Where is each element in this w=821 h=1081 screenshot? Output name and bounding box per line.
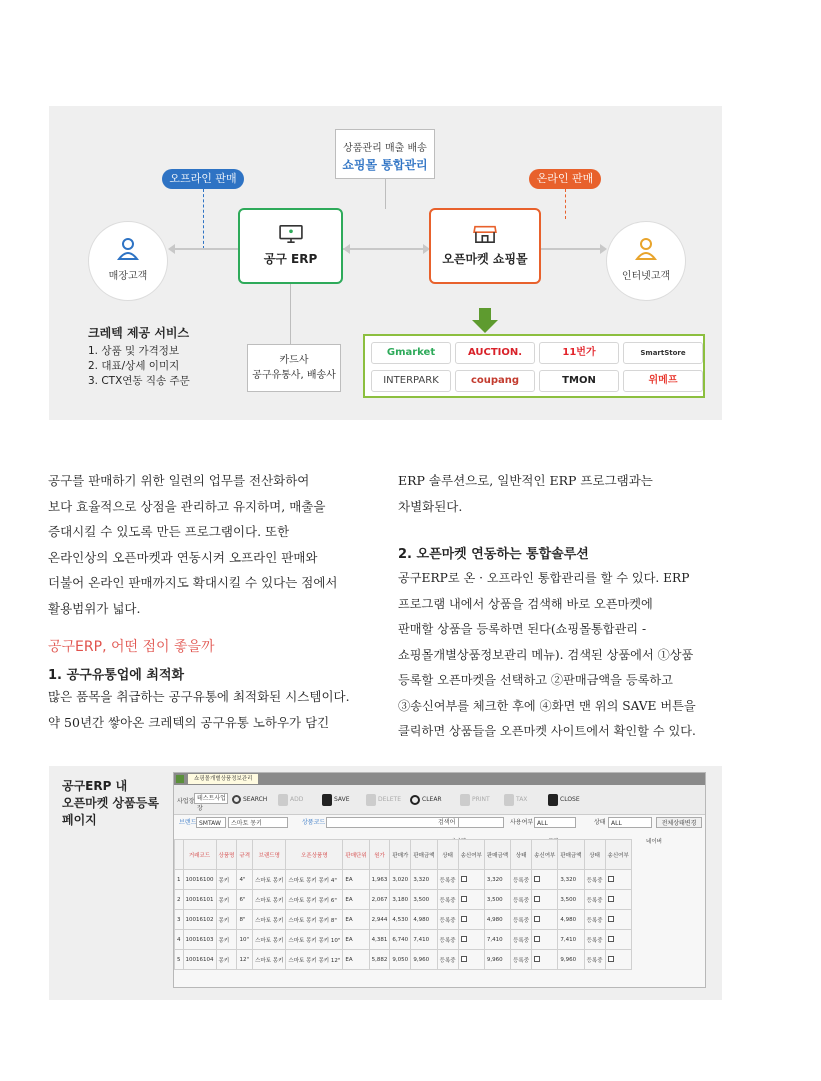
tax-icon: [504, 794, 514, 806]
print-label: PRINT: [472, 796, 490, 803]
send-checkbox[interactable]: [534, 956, 540, 962]
cell-openname: 스마토 몽키 몽키 10": [286, 930, 343, 950]
text-line: 판매할 상품을 등록하면 된다(쇼핑몰통합관리 -: [398, 622, 647, 636]
c-amount[interactable]: 판매금액: [484, 840, 510, 870]
add-label: ADD: [290, 796, 304, 803]
cell-coupang-sent[interactable]: [532, 950, 558, 970]
n-sent[interactable]: 송신여부: [605, 840, 631, 870]
send-checkbox[interactable]: [461, 896, 467, 902]
market-wemakeprice: 위메프: [623, 370, 703, 392]
caption-line: 공구ERP 내: [62, 779, 128, 793]
cell-brand: 스마토 몽키: [253, 930, 286, 950]
cell-openname: 스마토 몽키 몽키 8": [286, 910, 343, 930]
offline-pill: 오프라인 판매: [162, 169, 244, 189]
arrow-right-icon: [600, 244, 607, 254]
cell-naver-sent[interactable]: [605, 910, 631, 930]
section2-paragraph: [398, 566, 696, 745]
market-smartstore: SmartStore: [623, 342, 703, 364]
col-openname[interactable]: 오픈상품명: [286, 840, 343, 870]
delete-icon: [366, 794, 376, 806]
tab-bar: [174, 773, 706, 785]
cell-gmarket-amount: 4,980: [411, 910, 437, 930]
cell-coupang-status: 등록중: [511, 930, 532, 950]
card-box: [247, 344, 341, 392]
cell-coupang-status: 등록중: [511, 910, 532, 930]
top-box: [335, 129, 435, 179]
brand-name-input[interactable]: 스마토 몽키: [228, 817, 288, 828]
cell-naver-amount: 3,320: [558, 870, 584, 890]
section2-heading: 2. 오픈마켓 연동하는 통합솔루션: [398, 547, 589, 562]
send-checkbox[interactable]: [534, 876, 540, 882]
cell-naver-amount: 9,960: [558, 950, 584, 970]
exit-icon: [548, 794, 558, 806]
text-line: 클릭하면 상품들을 오픈마켓 사이트에서 확인할 수 있다.: [398, 724, 696, 738]
text-line: ③송신여부를 체크한 후에 ④화면 맨 위의 SAVE 버튼을: [398, 698, 696, 713]
search-term-label: 검색어: [438, 819, 456, 826]
cell-cost: 5,882: [369, 950, 390, 970]
cell-brand: 스마토 몽키: [253, 890, 286, 910]
cell-openname: 스마토 몽키 몽키 12": [286, 950, 343, 970]
erp-box: [238, 208, 343, 284]
text-line: ERP 솔루션으로, 일반적인 ERP 프로그램과는: [398, 473, 653, 488]
send-checkbox[interactable]: [608, 896, 614, 902]
search-icon: [232, 795, 241, 804]
person-icon: [635, 237, 657, 261]
save-icon: [322, 794, 332, 806]
store-customer-label: 매장고객: [108, 271, 148, 282]
table-row[interactable]: [175, 870, 632, 890]
cell-unit: EA: [343, 930, 369, 950]
print-icon: [460, 794, 470, 806]
market-logos: [363, 334, 705, 398]
erp-window: [173, 772, 706, 988]
cell-coupang-amount: 3,500: [484, 890, 510, 910]
save-button[interactable]: [322, 792, 350, 808]
internet-customer-label: 인터넷고객: [621, 271, 671, 282]
erp-caption: [62, 778, 159, 829]
cell-gmarket-sent[interactable]: [458, 890, 484, 910]
close-button[interactable]: [548, 792, 580, 808]
send-checkbox[interactable]: [534, 916, 540, 922]
cell-naver-amount: 7,410: [558, 930, 584, 950]
text-line: 프로그램 내에서 상품을 검색해 바로 오픈마켓에: [398, 596, 653, 611]
cell-cost: 1,963: [369, 870, 390, 890]
cell-gmarket-status: 등록중: [437, 890, 458, 910]
cell-spec: 4": [237, 870, 253, 890]
text-line: 공구ERP로 온 · 오프라인 통합관리를 할 수 있다. ERP: [398, 571, 690, 585]
col-spec[interactable]: 규격: [237, 840, 253, 870]
col-unit[interactable]: 판매단위: [343, 840, 369, 870]
section1-paragraph: [48, 684, 350, 735]
store-icon: [472, 224, 498, 244]
cell-naver-status: 등록중: [584, 950, 605, 970]
text-line: 온라인상의 오픈마켓과 연동시켜 오프라인 판매와: [48, 549, 318, 565]
top-box-line1: 상품관리 매출 배송: [343, 143, 427, 154]
cell-naver-amount: 4,980: [558, 910, 584, 930]
tab-product-info[interactable]: 쇼핑몰개별상품정보관리: [188, 774, 258, 784]
erp-panel: [49, 766, 722, 1000]
cell-cost: 2,067: [369, 890, 390, 910]
tax-button[interactable]: [504, 792, 527, 808]
cell-spec: 6": [237, 890, 253, 910]
cell-name: 몽키: [216, 910, 237, 930]
cell-coupang-amount: 4,980: [484, 910, 510, 930]
send-checkbox[interactable]: [461, 936, 467, 942]
store-label: 사업장: [177, 798, 195, 805]
send-checkbox[interactable]: [608, 876, 614, 882]
text-line: 등록할 오픈마켓을 선택하고 ②판매금액을 등록하고: [398, 673, 673, 687]
why-heading: 공구ERP, 어떤 점이 좋을까: [48, 639, 215, 655]
cell-openname: 스마토 몽키 몽키 4": [286, 870, 343, 890]
col-brand[interactable]: 브랜드명: [253, 840, 286, 870]
cell-name: 몽키: [216, 950, 237, 970]
openmarket-box: [429, 208, 541, 284]
cell-cost: 2,944: [369, 910, 390, 930]
product-code-label: 상품코드: [302, 819, 326, 826]
cell-code: 10016102: [183, 910, 216, 930]
text-line: 활용범위가 넓다.: [48, 600, 141, 616]
text-line: 보다 효율적으로 상점을 관리하고 유지하며, 매출을: [48, 498, 326, 514]
cell-spec: 12": [237, 950, 253, 970]
table-row[interactable]: [175, 910, 632, 930]
text-line: 많은 품목을 취급하는 공구유통에 최적화된 시스템이다.: [48, 689, 350, 704]
cell-name: 몽키: [216, 890, 237, 910]
cell-coupang-sent[interactable]: [532, 930, 558, 950]
arrow-left-icon: [168, 244, 175, 254]
group-naver: 네이버: [646, 839, 662, 845]
service-diagram: [49, 106, 722, 420]
col-code[interactable]: 거래코드: [183, 840, 216, 870]
n-status[interactable]: 상태: [584, 840, 605, 870]
connector: [173, 248, 238, 250]
down-arrow-icon: [472, 308, 498, 334]
send-checkbox[interactable]: [461, 956, 467, 962]
col-price[interactable]: 판매가: [390, 840, 411, 870]
offline-dash: [203, 189, 204, 249]
cell-naver-sent[interactable]: [605, 870, 631, 890]
cell-unit: EA: [343, 910, 369, 930]
g-status[interactable]: 상태: [437, 840, 458, 870]
g-sent[interactable]: 송신여부: [458, 840, 484, 870]
store-customer: [88, 221, 168, 301]
market-auction: AUCTION.: [455, 342, 535, 364]
cell-coupang-amount: 3,320: [484, 870, 510, 890]
col-name[interactable]: 상품명: [216, 840, 237, 870]
text-line: 더불어 온라인 판매까지도 확대시킬 수 있다는 점에서: [48, 575, 338, 590]
store-select[interactable]: 테스트사업장: [194, 793, 228, 804]
brand-label: 브랜드: [179, 819, 197, 826]
row-number: 5: [175, 950, 184, 970]
openmarket-label: 오픈마켓 쇼핑몰: [442, 252, 528, 266]
cell-cost: 4,381: [369, 930, 390, 950]
search-term-input[interactable]: [458, 817, 504, 828]
cell-price: 3,180: [390, 890, 411, 910]
cell-unit: EA: [343, 870, 369, 890]
cell-spec: 10": [237, 930, 253, 950]
card-line2: 공구유통사, 배송사: [252, 370, 336, 381]
col-no: [175, 840, 184, 870]
top-box-line2: 쇼핑몰 통합관리: [342, 158, 428, 172]
cell-price: 4,530: [390, 910, 411, 930]
send-checkbox[interactable]: [608, 936, 614, 942]
row-number: 2: [175, 890, 184, 910]
erp-label: 공구 ERP: [263, 252, 318, 266]
cell-gmarket-amount: 3,320: [411, 870, 437, 890]
connector: [290, 284, 291, 344]
cell-spec: 8": [237, 910, 253, 930]
table-row[interactable]: [175, 950, 632, 970]
filter-bar: [174, 817, 706, 831]
cell-naver-sent[interactable]: [605, 890, 631, 910]
text-line: 쇼핑몰개별상품정보관리 메뉴). 검색된 상품에서 ①상품: [398, 647, 694, 662]
row-number: 1: [175, 870, 184, 890]
market-11st: 11번가: [539, 342, 619, 364]
cell-gmarket-amount: 3,500: [411, 890, 437, 910]
services-title: 크레텍 제공 서비스: [88, 326, 190, 340]
intro-paragraph: [48, 468, 338, 621]
cell-gmarket-sent[interactable]: [458, 950, 484, 970]
arrow-left-icon: [343, 244, 350, 254]
service-item: 1. 상품 및 가격정보: [88, 345, 180, 357]
cell-price: 6,740: [390, 930, 411, 950]
internet-customer: [606, 221, 686, 301]
row-number: 4: [175, 930, 184, 950]
cell-openname: 스마토 몽키 몽키 6": [286, 890, 343, 910]
send-checkbox[interactable]: [608, 956, 614, 962]
cell-gmarket-status: 등록중: [437, 870, 458, 890]
cell-price: 3,020: [390, 870, 411, 890]
clear-label: CLEAR: [422, 796, 442, 803]
text-line: 약 50년간 쌓아온 크레텍의 공구유통 노하우가 담긴: [48, 714, 330, 730]
cell-code: 10016100: [183, 870, 216, 890]
cell-coupang-sent[interactable]: [532, 910, 558, 930]
status-select[interactable]: ALL: [608, 817, 652, 828]
cell-brand: 스마토 몽키: [253, 950, 286, 970]
print-button[interactable]: [460, 792, 490, 808]
cell-naver-status: 등록중: [584, 910, 605, 930]
add-button[interactable]: [278, 792, 303, 808]
service-item: 3. CTX연동 직송 주문: [88, 375, 190, 387]
use-select[interactable]: ALL: [534, 817, 576, 828]
change-all-button[interactable]: 전체상태변경: [656, 817, 702, 828]
save-label: SAVE: [334, 796, 350, 803]
cell-naver-status: 등록중: [584, 890, 605, 910]
connector: [343, 248, 427, 250]
cell-brand: 스마토 몽키: [253, 910, 286, 930]
send-checkbox[interactable]: [534, 936, 540, 942]
caption-line: 오픈마켓 상품등록: [62, 796, 159, 810]
market-interpark: INTERPARK: [371, 370, 451, 392]
send-checkbox[interactable]: [461, 876, 467, 882]
toolbar: [174, 785, 706, 815]
cell-naver-status: 등록중: [584, 930, 605, 950]
cell-naver-sent[interactable]: [605, 930, 631, 950]
cell-naver-amount: 3,500: [558, 890, 584, 910]
connector: [541, 248, 601, 250]
services-list: [88, 326, 190, 389]
cell-gmarket-status: 등록중: [437, 930, 458, 950]
caption-line: 페이지: [62, 813, 97, 827]
person-icon: [117, 237, 139, 261]
col-cost[interactable]: 원가: [369, 840, 390, 870]
clear-button[interactable]: [410, 792, 442, 808]
cell-gmarket-amount: 7,410: [411, 930, 437, 950]
refresh-icon: [410, 795, 420, 805]
cell-unit: EA: [343, 950, 369, 970]
brand-code-input[interactable]: SMTAW: [196, 817, 226, 828]
tax-label: TAX: [516, 796, 528, 803]
grid-header-row: [175, 840, 632, 870]
card-line1: 카드사: [279, 355, 309, 366]
text-line: 차별화된다.: [398, 498, 463, 514]
c-status[interactable]: 상태: [511, 840, 532, 870]
cell-coupang-status: 등록중: [511, 870, 532, 890]
text-line: 공구를 판매하기 위한 일련의 업무를 전산화하여: [48, 473, 310, 488]
cell-code: 10016103: [183, 930, 216, 950]
market-gmarket: Gmarket: [371, 342, 451, 364]
cell-naver-status: 등록중: [584, 870, 605, 890]
cell-gmarket-status: 등록중: [437, 950, 458, 970]
search-label: SEARCH: [243, 796, 268, 803]
home-icon[interactable]: [176, 775, 184, 783]
send-checkbox[interactable]: [608, 916, 614, 922]
cell-coupang-sent[interactable]: [532, 890, 558, 910]
cell-code: 10016101: [183, 890, 216, 910]
cell-coupang-sent[interactable]: [532, 870, 558, 890]
cell-coupang-status: 등록중: [511, 950, 532, 970]
close-label: CLOSE: [560, 796, 580, 803]
g-amount[interactable]: 판매금액: [411, 840, 437, 870]
cell-naver-sent[interactable]: [605, 950, 631, 970]
cell-brand: 스마토 몽키: [253, 870, 286, 890]
cell-price: 9,050: [390, 950, 411, 970]
cell-code: 10016104: [183, 950, 216, 970]
n-amount[interactable]: 판매금액: [558, 840, 584, 870]
cell-gmarket-amount: 9,960: [411, 950, 437, 970]
document-icon: [278, 794, 288, 806]
connector: [385, 179, 386, 209]
section1-heading: 1. 공구유통업에 최적화: [48, 668, 185, 683]
service-item: 2. 대표/상세 이미지: [88, 360, 180, 372]
delete-label: DELETE: [378, 796, 402, 803]
c-sent[interactable]: 송신여부: [532, 840, 558, 870]
cell-gmarket-status: 등록중: [437, 910, 458, 930]
table-row[interactable]: [175, 890, 632, 910]
cell-gmarket-sent[interactable]: [458, 930, 484, 950]
continued-paragraph: [398, 468, 653, 519]
cell-gmarket-sent[interactable]: [458, 910, 484, 930]
product-grid: [174, 839, 632, 970]
use-label: 사용여부: [510, 819, 534, 826]
cell-unit: EA: [343, 890, 369, 910]
online-pill: 온라인 판매: [529, 169, 601, 189]
market-tmon: TMON: [539, 370, 619, 392]
search-button[interactable]: [232, 792, 267, 808]
cell-gmarket-sent[interactable]: [458, 870, 484, 890]
row-number: 3: [175, 910, 184, 930]
market-coupang: coupang: [455, 370, 535, 392]
status-label: 상태: [594, 819, 606, 826]
text-line: 증대시킬 수 있도록 만든 프로그램이다. 또한: [48, 524, 290, 539]
cell-name: 몽키: [216, 870, 237, 890]
cell-name: 몽키: [216, 930, 237, 950]
cell-coupang-amount: 7,410: [484, 930, 510, 950]
cell-coupang-amount: 9,960: [484, 950, 510, 970]
table-row[interactable]: [175, 930, 632, 950]
send-checkbox[interactable]: [534, 896, 540, 902]
cell-coupang-status: 등록중: [511, 890, 532, 910]
online-dash: [565, 189, 566, 219]
delete-button[interactable]: [366, 792, 401, 808]
send-checkbox[interactable]: [461, 916, 467, 922]
monitor-icon: [278, 224, 304, 244]
